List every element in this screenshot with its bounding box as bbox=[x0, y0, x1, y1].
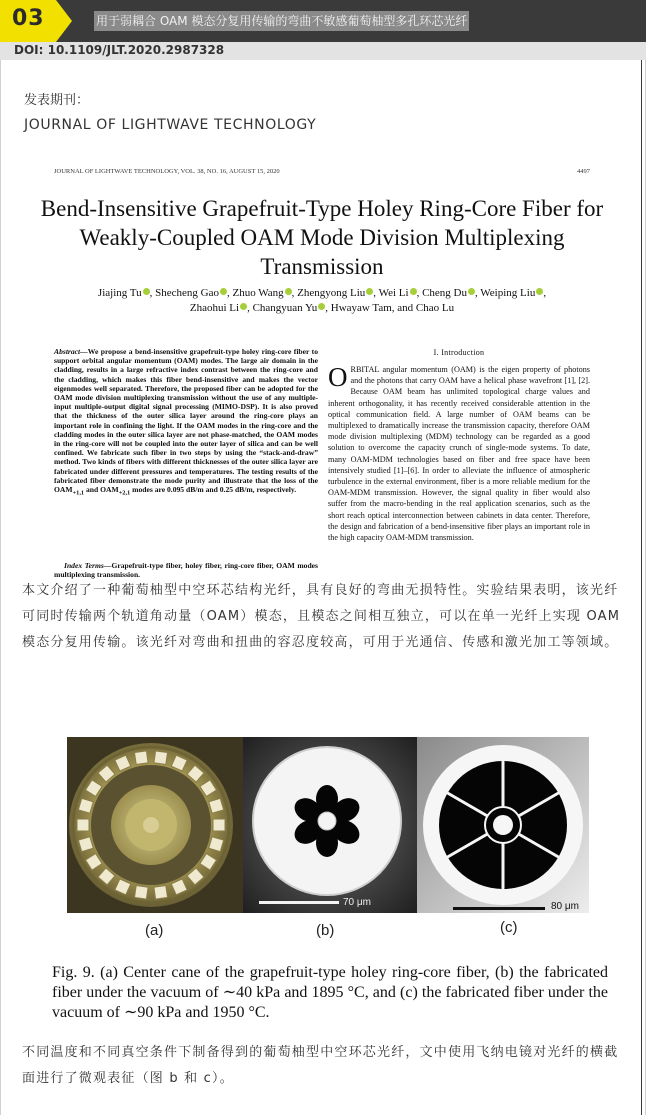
figure-9 bbox=[67, 737, 589, 913]
abstract-tail: modes are 0.095 dB/m and 0.25 dB/m, respectively. bbox=[130, 485, 297, 495]
capillary-tube bbox=[213, 819, 225, 831]
abstract bbox=[54, 347, 318, 498]
author: Jiajing Tu bbox=[97, 287, 142, 299]
running-head-journal: JOURNAL OF LIGHTWAVE TECHNOLOGY, VOL. 38, NO. 16, AUGUST 15, 2020 bbox=[54, 168, 280, 175]
panel-label-b: (b) bbox=[316, 922, 335, 939]
author: Cheng Du bbox=[422, 287, 467, 299]
orcid-icon bbox=[240, 303, 247, 310]
panel-label-c: (c) bbox=[500, 919, 518, 936]
author: Wei Li bbox=[378, 287, 409, 299]
abstract-text: We propose a bend-insensitive grapefruit-type holey ring-core fiber to support orbital angular momentum (OAM) modes. The large air domain in the cladding, results in a large refractive index contrast between the ring-core and the cladding, which makes this fiber bend-insensitive and makes the vector eigenmodes well separated. Therefore, the proposed fiber can be adopted for the OAM mode division multiplexing transmission without the use of any multiple-input multiple-output digital signal processing (MIMO-DSP). It is also proved that the thickness of the outer silica layer around the ring-core plays an important role in confining the light. If the OAM modes in the ring-core and the cladding modes in the outer silica layer are not phase-matched, the OAM modes in the ring-core will not be coupled into the outer layer of silica and can be well confined. We fabricate such fiber in two steps by using the “stack-and-draw” method. Two kinds of fibers with different thicknesses of the outer silica layer are fabricated under different pressures and temperatures. The testing results of the fabricated fiber demonstrate the mode purity and illustrate that the loss of the OAM bbox=[54, 347, 318, 495]
scale-bar-label-b: 70 μm bbox=[343, 897, 371, 908]
figure-panel-c bbox=[417, 737, 589, 913]
orcid-icon bbox=[143, 288, 150, 295]
intro-heading: I. Introduction bbox=[433, 348, 485, 357]
section-number: 03 bbox=[12, 6, 45, 31]
orcid-icon bbox=[536, 288, 543, 295]
abstract-and: and OAM bbox=[84, 485, 119, 495]
intro-body bbox=[328, 364, 590, 564]
panel-label-a: (a) bbox=[145, 922, 164, 939]
running-head bbox=[54, 168, 590, 178]
author-line-2: Zhaohui Li , Changyuan Yu , Hwayaw Tam, and Chao Lu bbox=[189, 302, 455, 314]
capillary-tube bbox=[154, 886, 168, 900]
doi-bar bbox=[0, 42, 646, 60]
author: Zhaohui Li bbox=[189, 302, 240, 314]
author-list bbox=[60, 286, 584, 316]
doi-text[interactable]: DOI: 10.1109/JLT.2020.2987328 bbox=[14, 43, 225, 57]
orcid-icon bbox=[285, 288, 292, 295]
figure-panel-a bbox=[67, 737, 243, 913]
capillary-tube bbox=[78, 837, 93, 852]
capillary-tube bbox=[209, 837, 224, 852]
orcid-icon bbox=[220, 288, 227, 295]
publication-label: 发表期刊： bbox=[24, 93, 90, 108]
right-rule bbox=[641, 60, 642, 1115]
intro-fade bbox=[328, 556, 590, 566]
section-number-tab bbox=[0, 0, 72, 42]
orcid-icon bbox=[366, 288, 373, 295]
header-bar bbox=[0, 0, 646, 42]
mode-subscript: +1,1 bbox=[72, 489, 85, 497]
index-terms bbox=[54, 561, 318, 579]
scale-bar-label-c: 80 μm bbox=[551, 901, 579, 912]
mode-subscript: +2,1 bbox=[118, 489, 131, 497]
journal-name: JOURNAL OF LIGHTWAVE TECHNOLOGY bbox=[24, 117, 317, 133]
index-terms-text: Grapefruit-type fiber, holey fiber, ring-core fiber, OAM modes multiplexing transmission. bbox=[54, 561, 319, 580]
author-tail: , Hwayaw Tam, and Chao Lu bbox=[325, 302, 455, 314]
orcid-icon bbox=[410, 288, 417, 295]
author: Changyuan Yu bbox=[252, 302, 318, 314]
author: Shecheng Gao bbox=[155, 287, 219, 299]
intro-dropcap: O bbox=[328, 364, 348, 392]
figure-caption: Fig. 9. (a) Center cane of the grapefruit-type holey ring-core fiber, (b) the fabricated fiber under the vacuum of ∼40 kPa and 1895 °C, and (c) the fabricated fiber under the vacuum of ∼90 kPa and 1950 °C. bbox=[52, 964, 608, 1021]
capillary-tube bbox=[154, 751, 168, 765]
capillary-tube bbox=[135, 751, 149, 765]
author: Zhuo Wang bbox=[232, 287, 284, 299]
summary-cn: 本文介绍了一种葡萄柚型中空环芯结构光纤，具有良好的弯曲无损特性。实验结果表明，该光纤可同时传输两个轨道角动量（OAM）模态，且模态之间相互独立，可以在单一光纤上实现 OAM 模态分复用传输。该光纤对弯曲和扭曲的容忍度较高，可用于光通信、传感和激光加工等领域。 bbox=[22, 583, 621, 650]
author: Weiping Liu bbox=[480, 287, 536, 299]
page-number: 4497 bbox=[577, 168, 590, 175]
author: Zhengyong Liu bbox=[297, 287, 366, 299]
article-title-cn: 用于弱耦合 OAM 模态分复用传输的弯曲不敏感葡萄柚型多孔环芯光纤 bbox=[94, 11, 469, 31]
index-terms-lead: Index Terms— bbox=[64, 561, 112, 570]
author-line-1: Jiajing Tu , Shecheng Gao , Zhuo Wang , Zhengyong Liu , Wei Li , Cheng Du , Weiping Liu , bbox=[97, 287, 547, 299]
capillary-tube bbox=[209, 798, 224, 813]
capillary-tube bbox=[135, 886, 149, 900]
intro-text: RBITAL angular momentum (OAM) is the eigen property of photons and the photons that carry OAM have a helical phase wavefront [1], [2]. Because OAM beam has unlimited topological charge values and inherent orthogonality, it has recently received considerable attention in the optical communication field. A large number of OAM beams can be multiplexed to dramatically increase the transmission capacity, therefore OAM mode division multiplexing (MDM) technology can be regarded as a good solution to overcome the capacity crunch of single-mode systems. To date, many OAM-MDM technologies based on fiber and free space have been intensively studied [1]–[6]. In order to alleviate the influence of atmospheric turbulence in the external environment, fiber is a more reliable medium for the OAM-MDM transmission. However, the signal quality in fiber would also suffer from the macro-bending in the real application scenarios, such as the short reach optical interconnection between cabinets in data center. Therefore, the design and fabrication of a bend-insensitive fiber plays an important role in the high capacity OAM-MDM transmission. bbox=[328, 365, 590, 543]
orcid-icon bbox=[468, 288, 475, 295]
capillary-tube bbox=[78, 798, 93, 813]
note-cn: 不同温度和不同真空条件下制备得到的葡萄柚型中空环芯光纤，文中使用飞纳电镜对光纤的横截面进行了微观表征（图 b 和 c）。 bbox=[22, 1045, 619, 1086]
abstract-lead: Abstract— bbox=[54, 347, 88, 356]
paper-title: Bend-Insensitive Grapefruit-Type Holey Ring-Core Fiber for Weakly-Coupled OAM Mode Division Multiplexing Transmission bbox=[40, 196, 604, 279]
figure-panel-b bbox=[243, 737, 417, 913]
capillary-tube bbox=[77, 819, 89, 831]
